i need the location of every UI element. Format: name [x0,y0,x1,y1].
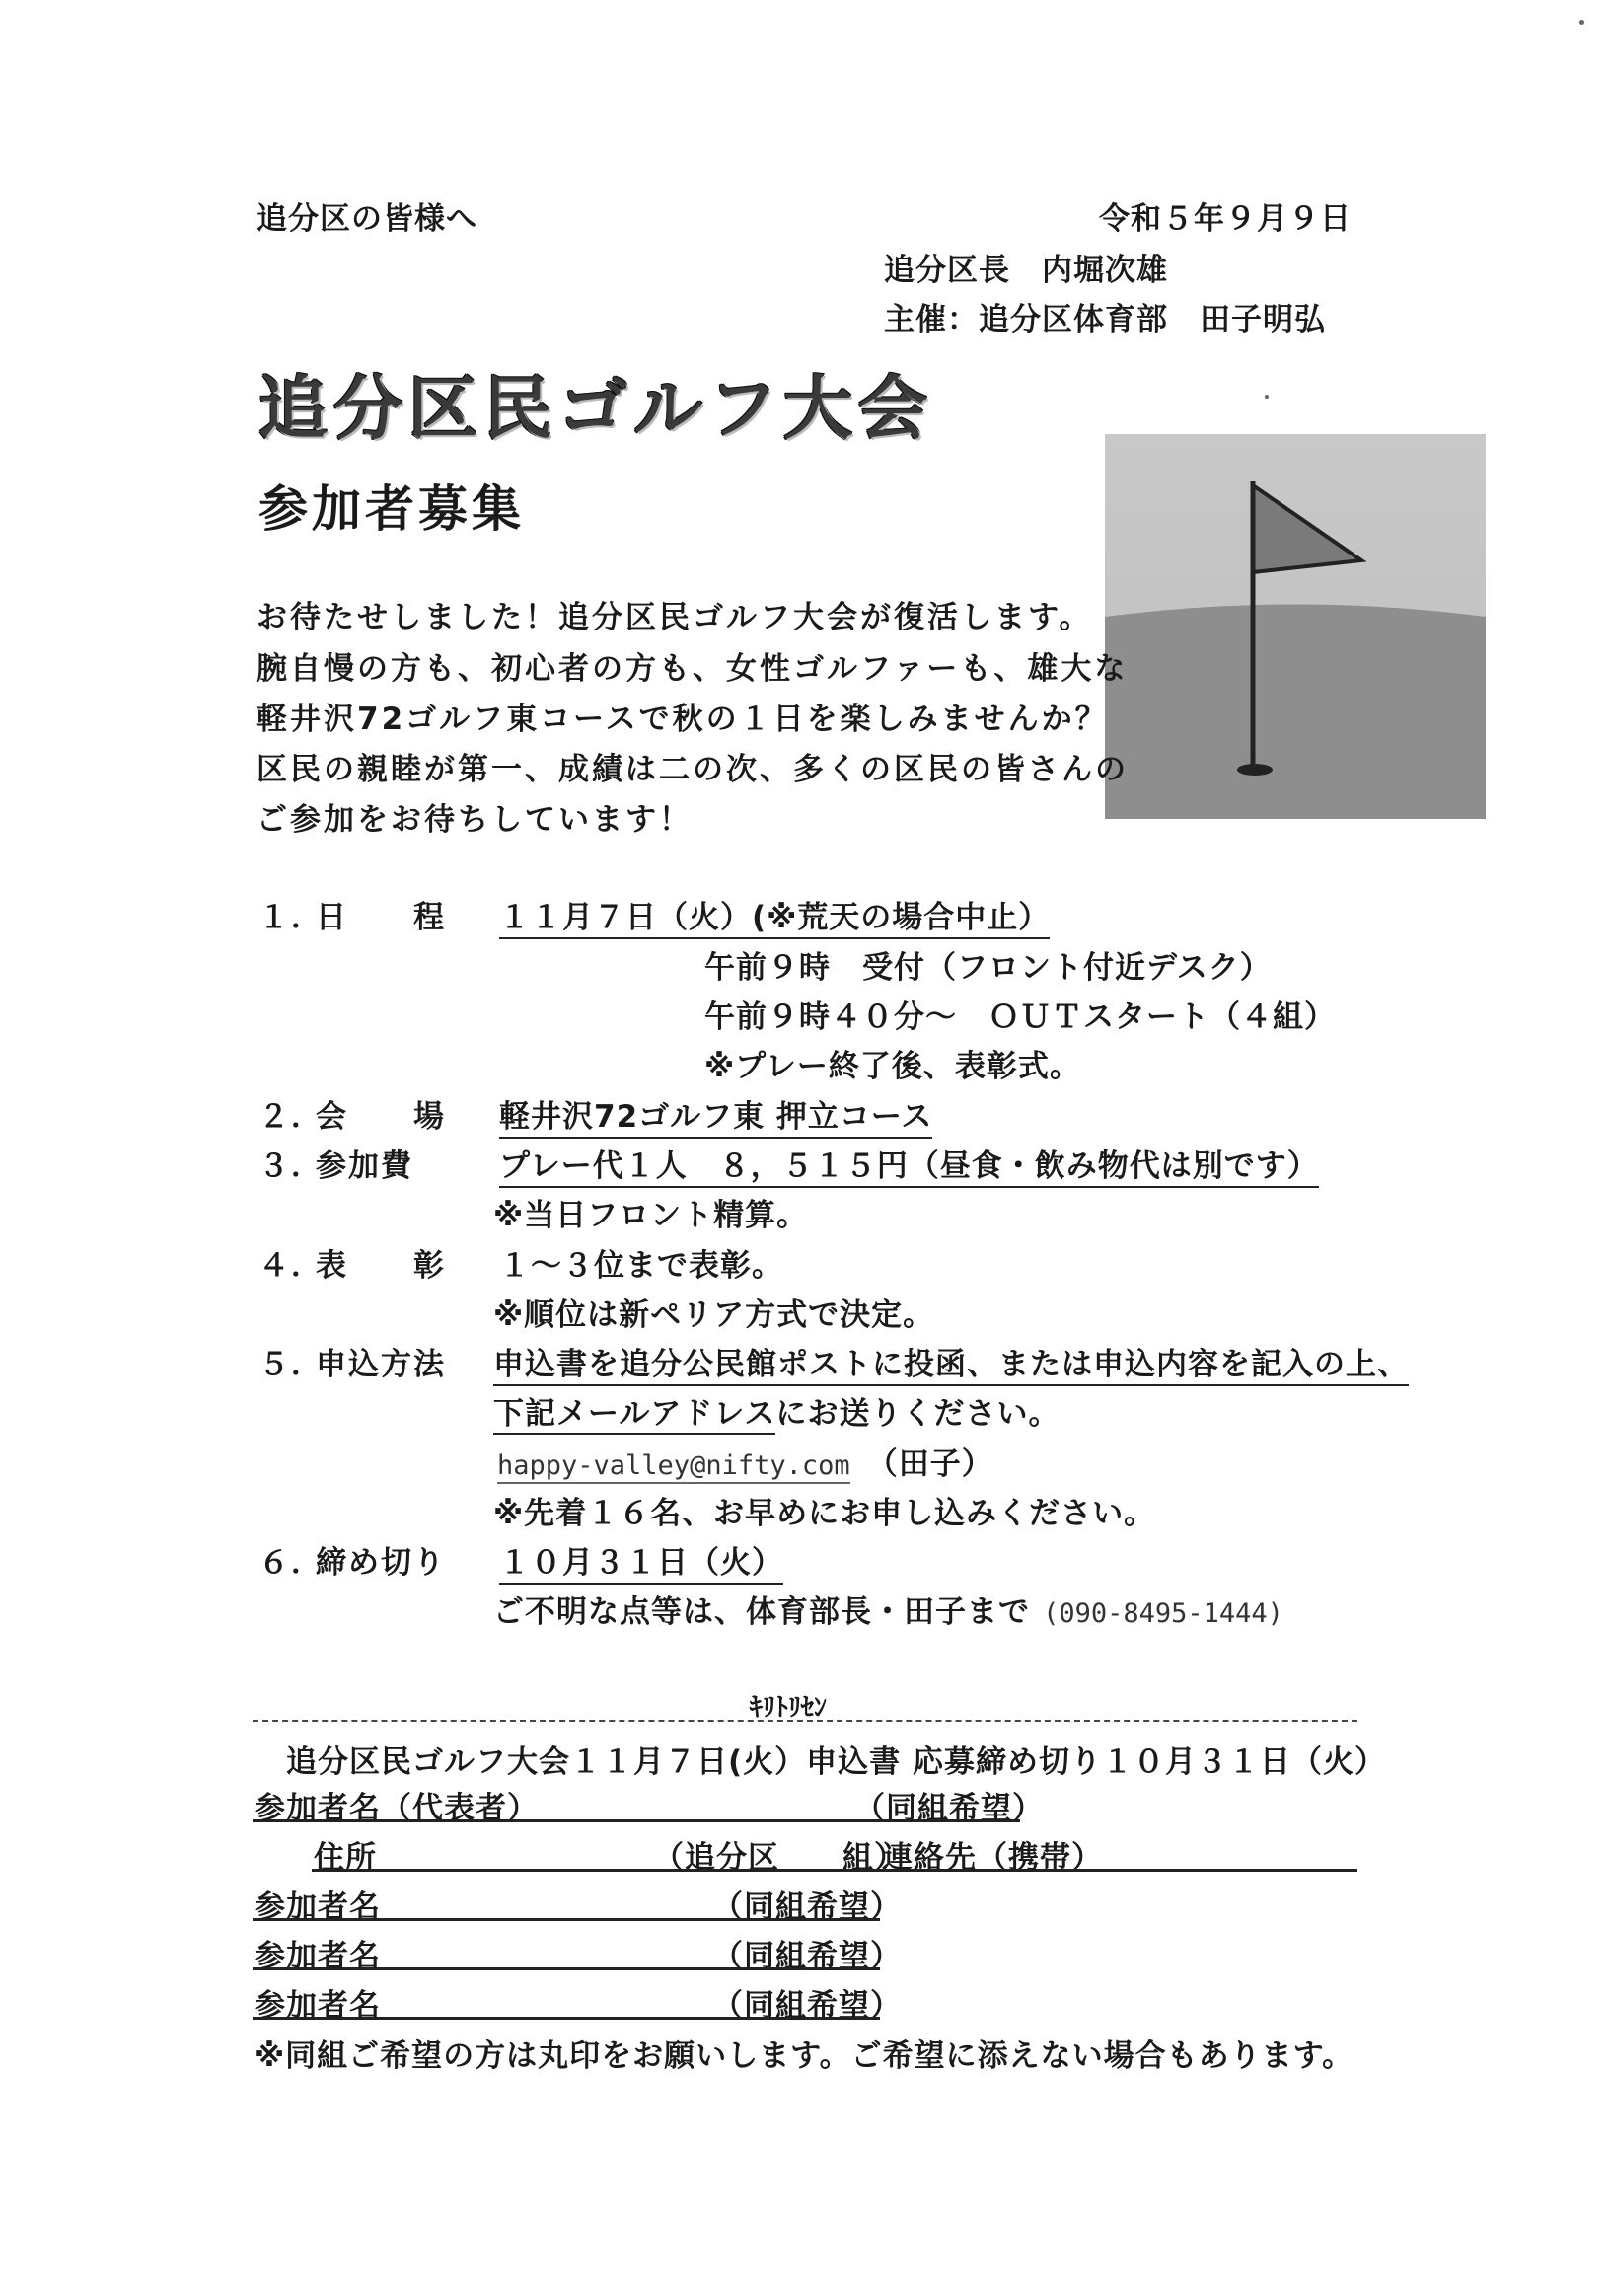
intro-line-2: 腕自慢の方も、初心者の方も、女性ゴルファーも、雄大な [256,651,1129,687]
item-number: ６． [258,1545,324,1581]
fee-label: 参加費 [316,1148,413,1184]
item-number: ４． [258,1248,324,1284]
same-group-mark: （同組希望） [854,1791,1044,1826]
contact-row [493,1587,1283,1631]
schedule-award-note: ※プレー終了後、表彰式。 [704,1049,1081,1084]
fee-note: ※当日フロント精算。 [493,1198,809,1233]
contact-text: ご不明な点等は、体育部長・田子まで [493,1594,1030,1630]
page-title: 追分区民ゴルフ大会 [258,368,933,449]
deadline-date: １０月３１日（火） [499,1537,783,1585]
apply-method: 申込書を追分公民館ポストに投函、または申込内容を記入の上、 [493,1339,1409,1386]
fee-amount: プレー代１人 ８，５１５円（昼食・飲み物代は別です） [499,1141,1319,1188]
schedule-reception: 午前９時 受付（フロント付近デスク） [704,950,1272,986]
participant-line[interactable] [253,1918,880,1921]
page-subtitle: 参加者募集 [258,481,525,538]
email-row [497,1439,993,1483]
intro-line-1: お待たせしました！追分区民ゴルフ大会が復活します。 [256,600,1093,635]
item-number: ５． [258,1347,324,1382]
apply-email-instruction [493,1388,1060,1433]
intro-line-5: ご参加をお待ちしています！ [256,802,693,838]
intro-line-4: 区民の親睦が第一、成績は二の次、多くの区民の皆さんの [256,752,1129,787]
item-number: １． [258,900,324,935]
intro-line-3: 軽井沢72ゴルフ東コースで秋の１日を楽しみませんか？ [256,702,1109,737]
contact-phone: (090-8495-1444) [1043,1598,1283,1629]
participant-label: 参加者名 [255,1988,381,2024]
form-heading: 追分区民ゴルフ大会１１月７日(火）申込書 応募締め切り１０月３１日（火） [286,1744,1386,1780]
participant-label: 参加者名 [255,1889,381,1925]
scan-speck [1265,395,1269,399]
addressee: 追分区の皆様へ [256,201,477,237]
organizer: 主催：追分区体育部 田子明弘 [884,302,1326,337]
form-note: ※同組ご希望の方は丸印をお願いします。ご希望に添えない場合もあります。 [255,2038,1354,2074]
venue-label: 会 場 [316,1099,446,1135]
participant-label: 参加者名 [255,1939,381,1974]
same-group-mark: （同組希望） [712,1939,902,1974]
issue-date: 令和５年９月９日 [1099,201,1352,237]
golf-flag-image [1105,434,1486,819]
send-phrase: にお送りください。 [775,1396,1061,1432]
schedule-start: 午前９時４０分～ ＯＵＴスタート（４組） [704,1000,1336,1035]
venue-name: 軽井沢72ゴルフ東 押立コース [499,1091,932,1139]
participant-line[interactable] [253,2017,880,2020]
same-group-mark: （同組希望） [712,1988,902,2024]
award-text: １～３位まで表彰。 [499,1248,783,1284]
schedule-label: 日 程 [316,900,446,935]
mail-address-phrase: 下記メールアドレス [493,1396,775,1435]
deadline-label: 締め切り [316,1545,446,1581]
district-chief: 追分区長 内堀次雄 [884,253,1168,288]
cut-line [253,1720,1357,1722]
award-label: 表 彰 [316,1248,446,1284]
apply-label: 申込方法 [316,1347,446,1382]
item-number: ２． [258,1099,324,1135]
address-label: 住所 [314,1840,377,1876]
email-owner: （田子） [866,1446,993,1482]
scan-speck [1579,20,1584,25]
representative-line[interactable] [253,1819,1020,1822]
address-line[interactable] [312,1869,1357,1872]
district-label: （追分区 組） [653,1840,906,1876]
same-group-mark: （同組希望） [712,1889,902,1925]
apply-capacity-note: ※先着１６名、お早めにお申し込みください。 [493,1496,1156,1531]
participant-line[interactable] [253,1967,880,1970]
representative-label: 参加者名（代表者） [255,1791,539,1826]
award-note: ※順位は新ペリア方式で決定。 [493,1297,935,1333]
schedule-date: １１月７日（火）(※荒天の場合中止） [499,892,1050,939]
contact-label: 連絡先（携帯） [882,1840,1103,1876]
item-number: ３． [258,1148,324,1184]
cut-label: ｷﾘﾄﾘｾﾝ [750,1693,828,1723]
email-link[interactable]: happy-valley@nifty.com [497,1450,850,1484]
golf-flag-icon [1105,434,1486,819]
